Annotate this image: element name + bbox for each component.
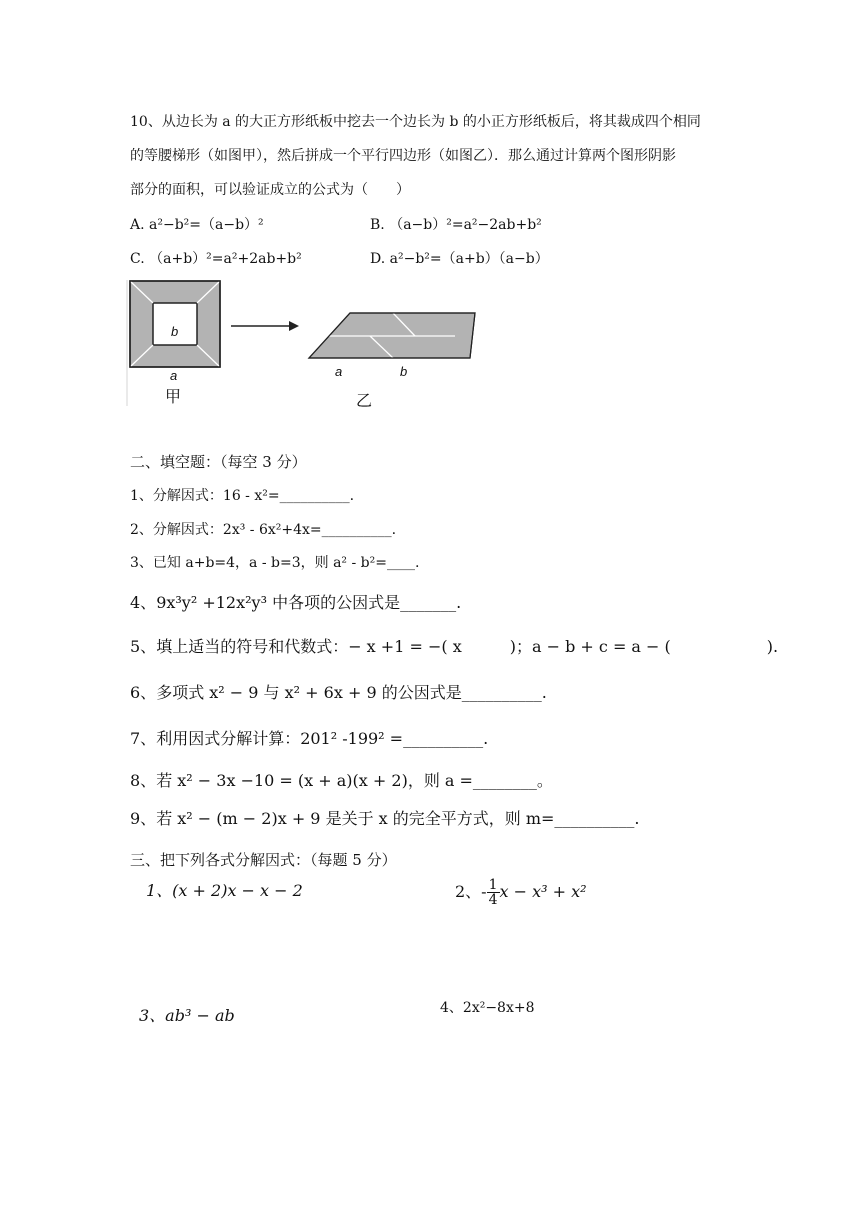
option-a-text: a²−b²=（a−b）² bbox=[149, 217, 264, 233]
item-number: 2、 bbox=[130, 522, 153, 538]
option-c-label: C. bbox=[130, 251, 145, 267]
item-text: 分解因式：16 - x²=__________. bbox=[152, 488, 355, 504]
item-text: 填上适当的符号和代数式：− x +1 = −( x )；a − b + c = a − ( ). bbox=[156, 637, 779, 656]
item-text: 利用因式分解计算：201² -199² =__________. bbox=[156, 729, 489, 748]
q10-option-d bbox=[370, 248, 549, 268]
factor-problem-1: 1、(x + 2)x − x − 2 bbox=[146, 881, 303, 900]
fill-item-5 bbox=[130, 634, 778, 657]
item-number: 6、 bbox=[130, 683, 157, 702]
q10-stem-line3: 部分的面积，可以验证成立的公式为（ ） bbox=[130, 182, 410, 198]
fill-item-8 bbox=[130, 768, 553, 791]
section2-heading: 二、填空题：（每空 3 分） bbox=[130, 453, 307, 471]
fill-item-7 bbox=[130, 726, 488, 749]
item-text: 若 x² − (m − 2)x + 9 是关于 x 的完全平方式，则 m=__________. bbox=[156, 809, 640, 828]
figure-yi-label-a: a bbox=[335, 364, 343, 379]
item-text: 已知 a+b=4，a - b=3，则 a² - b²=____. bbox=[152, 555, 420, 571]
fill-item-1 bbox=[130, 485, 354, 505]
fraction-one-quarter bbox=[487, 878, 500, 907]
fill-item-4 bbox=[130, 590, 461, 613]
item-number: 9、 bbox=[130, 809, 157, 828]
option-d-label: D. bbox=[370, 251, 386, 267]
option-a-label: A. bbox=[130, 217, 145, 233]
item-number: 8、 bbox=[130, 771, 157, 790]
fill-item-6 bbox=[130, 680, 547, 703]
figure-yi-caption: 乙 bbox=[356, 391, 373, 410]
option-c-text: （a+b）²=a²+2ab+b² bbox=[149, 251, 302, 267]
figure-jia-caption: 甲 bbox=[165, 387, 182, 406]
q10-option-b bbox=[370, 214, 542, 234]
q10-stem-line2: 的等腰梯形（如图甲），然后拼成一个平行四边形（如图乙）．那么通过计算两个图形阴影 bbox=[130, 148, 676, 164]
item-text: 9x³y² +12x²y³ 中各项的公因式是_______. bbox=[156, 593, 462, 612]
q10-option-c bbox=[130, 248, 302, 268]
item-number: 5、 bbox=[130, 637, 157, 656]
factor-problem-3: 3、ab³ − ab bbox=[139, 1006, 235, 1025]
item-number: 4、 bbox=[130, 593, 157, 612]
fill-item-3 bbox=[130, 552, 419, 572]
figure-jia-label-b: b bbox=[171, 324, 179, 339]
fraction-numerator: 1 bbox=[488, 877, 498, 893]
figure-yi-label-b: b bbox=[400, 364, 408, 379]
section3-heading: 三、把下列各式分解因式：（每题 5 分） bbox=[130, 851, 397, 869]
factor-problem-2 bbox=[455, 878, 587, 907]
problem-2-suffix: x − x³ + x² bbox=[499, 882, 587, 901]
factor-problem-4: 4、2x²−8x+8 bbox=[440, 1000, 535, 1016]
fraction-denominator: 4 bbox=[488, 892, 498, 908]
fill-item-2 bbox=[130, 519, 396, 539]
item-text: 分解因式：2x³ - 6x²+4x=__________. bbox=[152, 522, 397, 538]
q10-stem-line1: 10、从边长为 a 的大正方形纸板中挖去一个边长为 b 的小正方形纸板后，将其裁成四个相同 bbox=[130, 114, 701, 130]
q10-option-a bbox=[130, 214, 264, 234]
figure-jia-label-a: a bbox=[170, 368, 178, 383]
item-text: 多项式 x² − 9 与 x² + 6x + 9 的公因式是__________. bbox=[156, 683, 547, 702]
option-b-text: （a−b）²=a²−2ab+b² bbox=[389, 217, 542, 233]
option-b-label: B. bbox=[370, 217, 385, 233]
item-text: 若 x² − 3x −10 = (x + a)(x + 2)，则 a =________。 bbox=[156, 771, 553, 790]
option-d-text: a²−b²=（a+b）（a−b） bbox=[389, 251, 549, 267]
item-number: 3、 bbox=[130, 555, 153, 571]
problem-2-prefix: 2、- bbox=[455, 882, 487, 901]
item-number: 1、 bbox=[130, 488, 153, 504]
figure-yi-parallelogram bbox=[309, 313, 475, 358]
fill-item-9 bbox=[130, 806, 640, 829]
item-number: 7、 bbox=[130, 729, 157, 748]
right-arrow-icon bbox=[231, 321, 299, 331]
